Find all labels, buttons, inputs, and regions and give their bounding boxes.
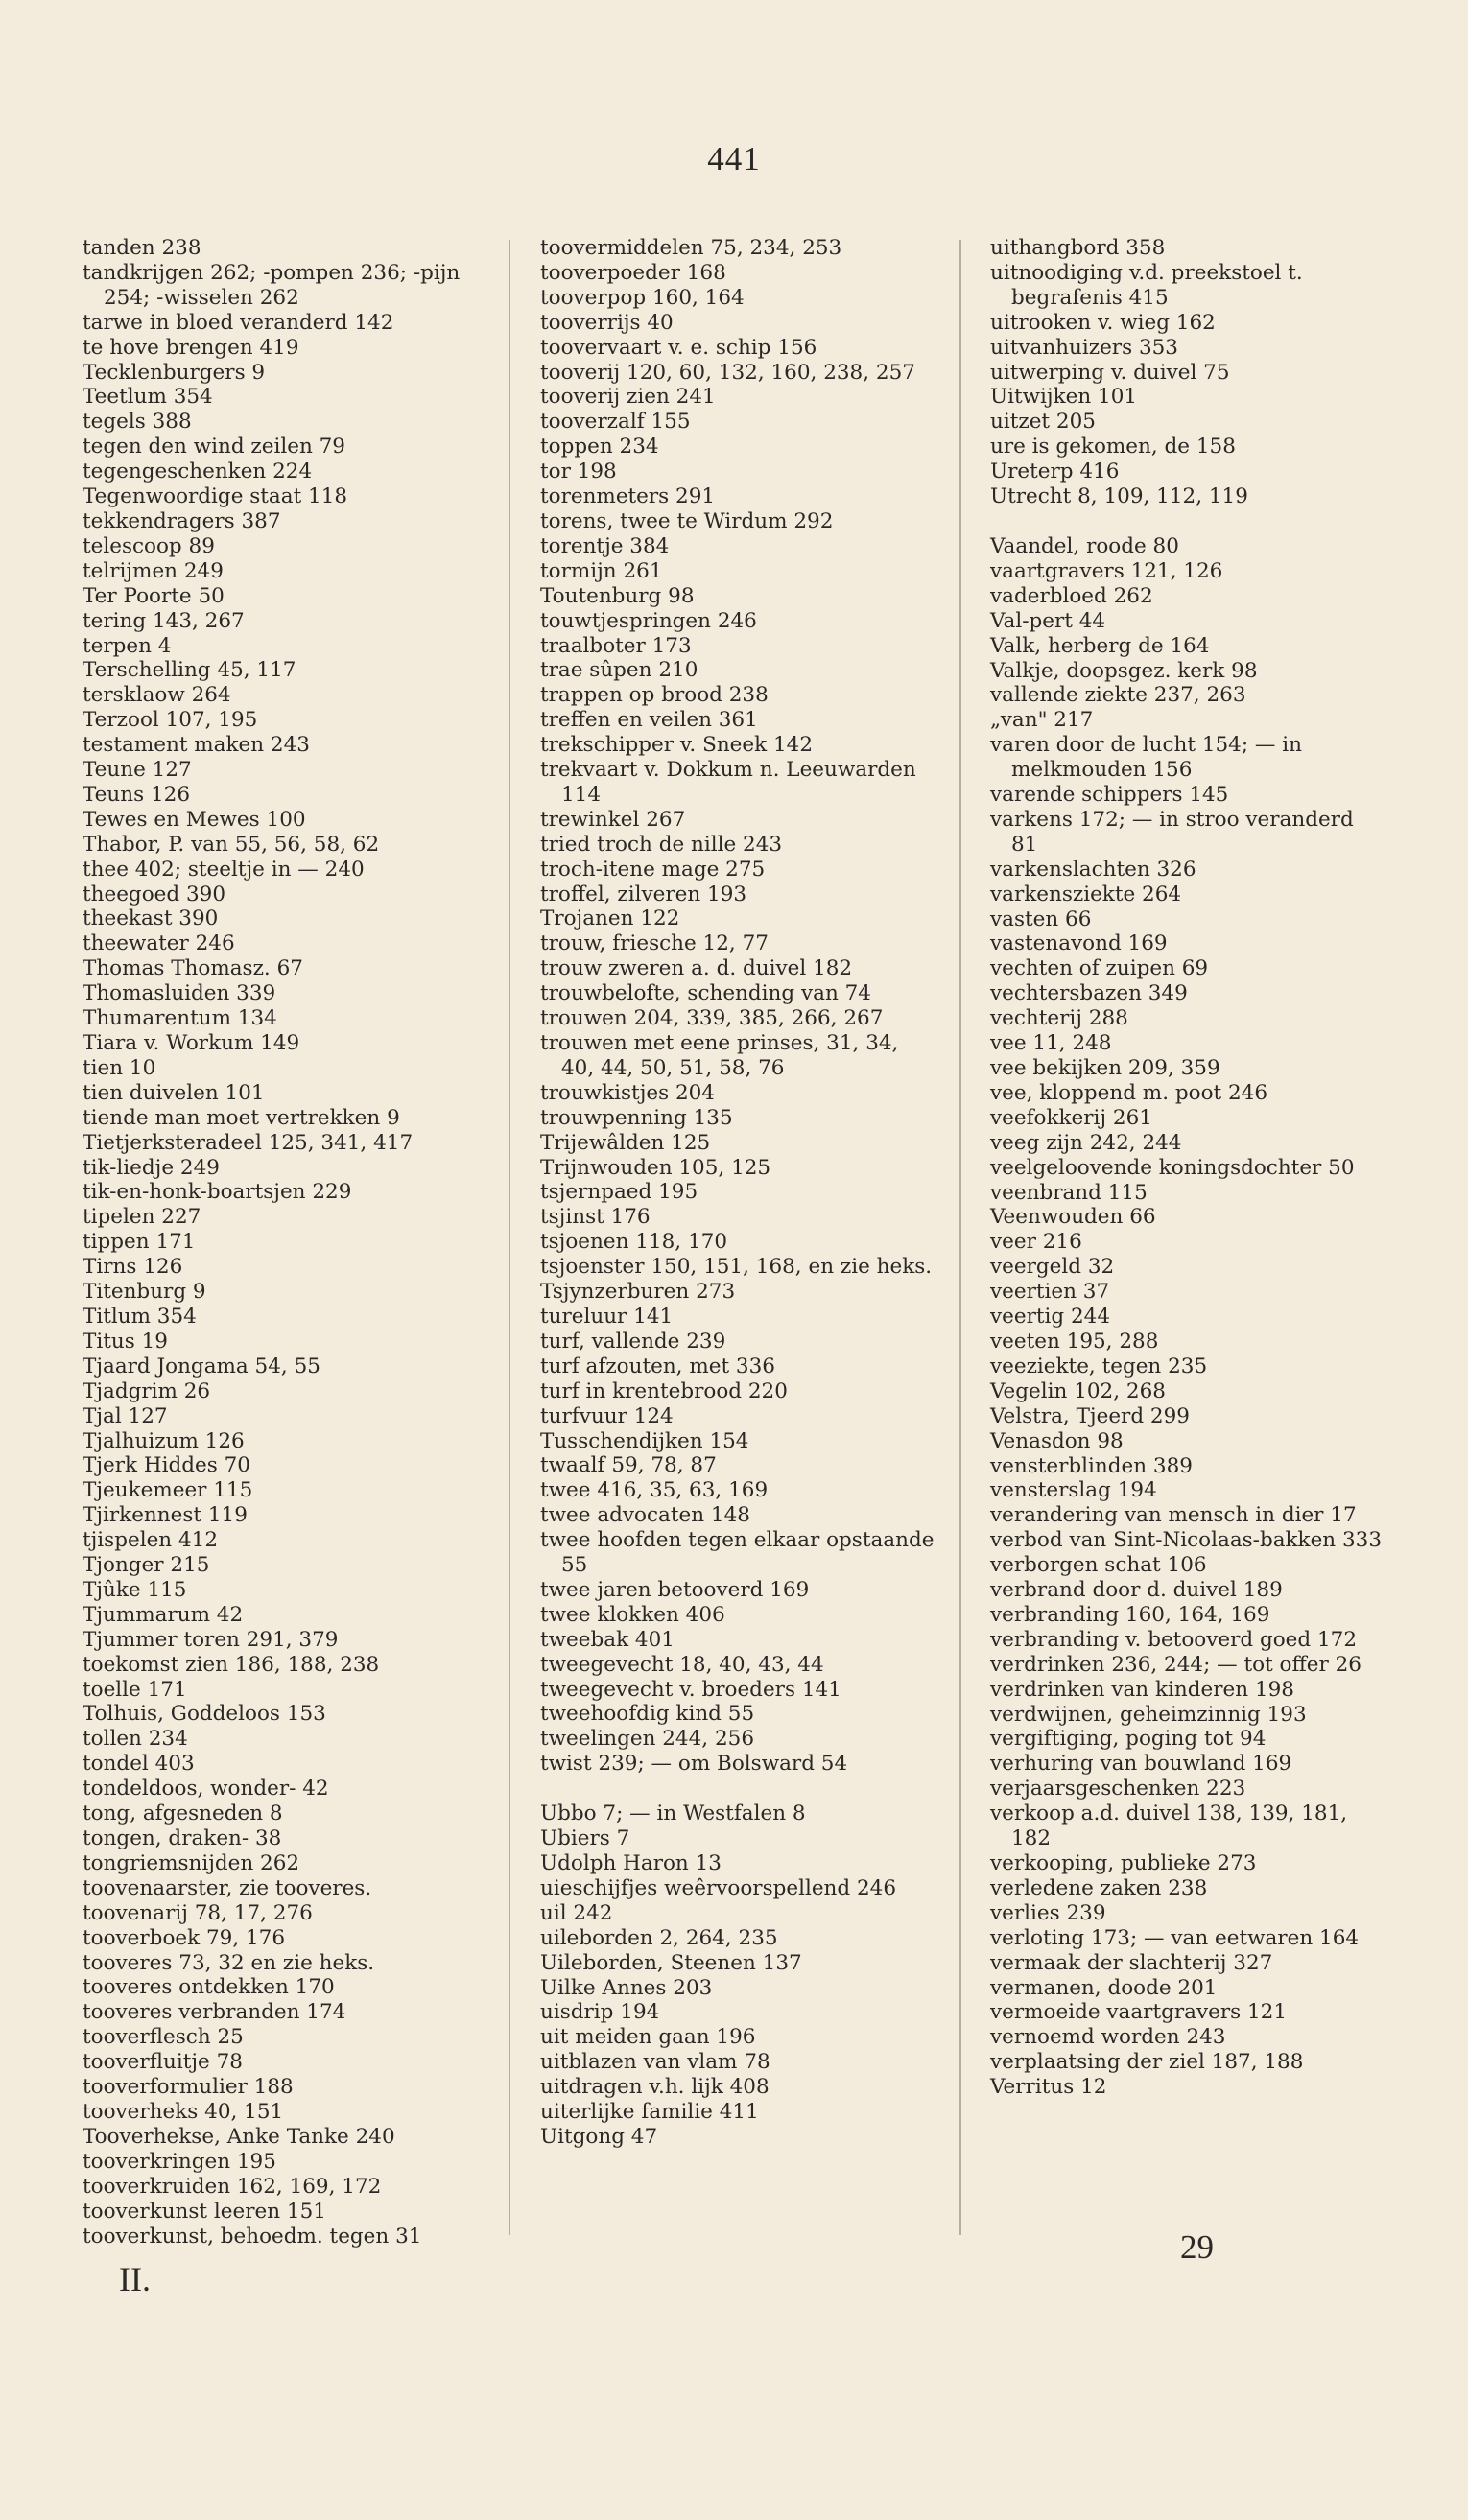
index-entry: vechten of zuipen 69 xyxy=(990,956,1209,981)
index-entry: Teune 127 xyxy=(83,758,192,783)
index-entry: trekschipper v. Sneek 142 xyxy=(540,733,814,758)
index-entry: uitnoodiging v.d. preekstoel t. begrafenis 415 xyxy=(990,260,1303,310)
section-gap xyxy=(990,509,1385,534)
index-entry: Vaandel, roode 80 xyxy=(990,533,1179,558)
index-entry: treffen en veilen 361 xyxy=(540,708,758,733)
index-entry: Valk, herberg de 164 xyxy=(990,633,1210,658)
index-entry: tormijn 261 xyxy=(540,558,663,583)
index-entry: toppen 234 xyxy=(540,435,659,459)
index-entry: tekkendragers 387 xyxy=(83,508,281,533)
index-entry: torentje 384 xyxy=(540,533,670,558)
index-entry: trouwbelofte, schending van 74 xyxy=(540,981,871,1006)
index-entry: tooveres verbranden 174 xyxy=(83,2000,346,2025)
index-entry: theewater 246 xyxy=(83,931,235,956)
index-entry: Teetlum 354 xyxy=(83,385,213,410)
index-entry: varkenslachten 326 xyxy=(990,857,1196,882)
index-entry: tweelingen 244, 256 xyxy=(540,1727,754,1752)
index-entry: turf afzouten, met 336 xyxy=(540,1354,775,1378)
index-entry: tipelen 227 xyxy=(83,1205,201,1230)
index-entry: turf in krentebrood 220 xyxy=(540,1378,788,1403)
index-entry: Tiara v. Workum 149 xyxy=(83,1031,300,1055)
index-entry: ure is gekomen, de 158 xyxy=(990,435,1236,459)
index-entry: tollen 234 xyxy=(83,1727,188,1752)
index-entry: Venasdon 98 xyxy=(990,1428,1124,1453)
index-entry: toelle 171 xyxy=(83,1677,187,1702)
index-entry: Vegelin 102, 268 xyxy=(990,1378,1166,1403)
index-entry: uitvanhuizers 353 xyxy=(990,335,1178,360)
index-entry: vaderbloed 262 xyxy=(990,583,1153,608)
index-entry: vensterblinden 389 xyxy=(990,1453,1193,1478)
index-entry: verkoop a.d. duivel 138, 139, 181, 182 xyxy=(990,1802,1348,1851)
index-entry: Titus 19 xyxy=(83,1329,168,1354)
index-entry: uitblazen van vlam 78 xyxy=(540,2050,770,2075)
index-entry: verbrand door d. duivel 189 xyxy=(990,1578,1283,1603)
index-entry: toovermiddelen 75, 234, 253 xyxy=(540,236,842,260)
index-entry: trouwpenning 135 xyxy=(540,1105,733,1130)
index-entry: tooverkunst leeren 151 xyxy=(83,2199,326,2224)
index-entry: tong, afgesneden 8 xyxy=(83,1802,283,1826)
index-entry: tooverzalf 155 xyxy=(540,410,691,435)
sheet-number: 29 xyxy=(1180,2228,1214,2266)
index-entry: tooveres ontdekken 170 xyxy=(83,1975,335,2000)
index-entry: verandering van mensch in dier 17 xyxy=(990,1503,1357,1528)
index-entry: verplaatsing der ziel 187, 188 xyxy=(990,2050,1304,2075)
index-entry: Teuns 126 xyxy=(83,782,190,807)
index-entry: uisdrip 194 xyxy=(540,2000,660,2025)
index-entry: theekast 390 xyxy=(83,907,219,931)
index-entry: Uitwijken 101 xyxy=(990,385,1138,410)
index-entry: Trojanen 122 xyxy=(540,907,680,931)
index-entry: vaartgravers 121, 126 xyxy=(990,558,1223,583)
index-entry: traalboter 173 xyxy=(540,633,692,658)
column-divider xyxy=(959,240,961,2235)
index-entry: veergeld 32 xyxy=(990,1255,1115,1280)
index-entry: Uilke Annes 203 xyxy=(540,1975,713,2000)
index-entry: verjaarsgeschenken 223 xyxy=(990,1777,1246,1802)
column-divider xyxy=(509,240,510,2235)
index-entry: tiende man moet vertrekken 9 xyxy=(83,1105,400,1130)
index-entry: tsjernpaed 195 xyxy=(540,1180,698,1205)
index-entry: telescoop 89 xyxy=(83,533,215,558)
index-entry: tooverheks 40, 151 xyxy=(83,2099,284,2124)
index-entry: Ubbo 7; — in Westfalen 8 xyxy=(540,1802,806,1826)
index-entry: terpen 4 xyxy=(83,633,172,658)
index-entry: Tjadgrim 26 xyxy=(83,1378,211,1403)
index-entry: troch-itene mage 275 xyxy=(540,857,766,882)
index-entry: tippen 171 xyxy=(83,1230,196,1255)
index-entry: tooverkringen 195 xyxy=(83,2149,276,2174)
index-entry: tooverij 120, 60, 132, 160, 238, 257 xyxy=(540,360,915,385)
index-entry: Udolph Haron 13 xyxy=(540,1851,722,1875)
index-entry: tweebak 401 xyxy=(540,1627,675,1652)
index-entry: trouw zweren a. d. duivel 182 xyxy=(540,956,853,981)
index-entry: uitzet 205 xyxy=(990,410,1096,435)
index-entry: tried troch de nille 243 xyxy=(540,832,783,857)
index-entry: thee 402; steeltje in — 240 xyxy=(83,857,365,882)
index-entry: Trijnwouden 105, 125 xyxy=(540,1155,771,1180)
index-entry: tweehoofdig kind 55 xyxy=(540,1702,755,1727)
index-column-2 xyxy=(540,236,935,2150)
index-entry: twee hoofden tegen elkaar opstaande 55 xyxy=(540,1528,935,1578)
index-entry: trouwen 204, 339, 385, 266, 267 xyxy=(540,1006,884,1031)
index-entry: uiterlijke familie 411 xyxy=(540,2100,759,2125)
index-entry: tersklaow 264 xyxy=(83,683,231,708)
index-entry: Val-pert 44 xyxy=(990,608,1106,633)
index-entry: tien 10 xyxy=(83,1055,156,1080)
index-entry: tegen den wind zeilen 79 xyxy=(83,435,345,459)
index-entry: Tjummer toren 291, 379 xyxy=(83,1627,339,1652)
index-entry: tering 143, 267 xyxy=(83,608,245,633)
index-entry: telrijmen 249 xyxy=(83,558,224,583)
index-entry: toovenaarster, zie tooveres. xyxy=(83,1875,372,1900)
index-entry: Tusschendijken 154 xyxy=(540,1428,749,1453)
index-entry: verledene zaken 238 xyxy=(990,1875,1208,1900)
index-entry: tweegevecht 18, 40, 43, 44 xyxy=(540,1652,824,1677)
index-entry: Terschelling 45, 117 xyxy=(83,658,296,683)
index-entry: varen door de lucht 154; — in melkmouden 156 xyxy=(990,733,1302,783)
index-entry: varende schippers 145 xyxy=(990,783,1229,808)
index-entry: Tolhuis, Goddeloos 153 xyxy=(83,1702,326,1727)
index-entry: verkooping, publieke 273 xyxy=(990,1851,1257,1875)
index-entry: toovenarij 78, 17, 276 xyxy=(83,1900,313,1925)
index-entry: te hove brengen 419 xyxy=(83,335,299,360)
index-entry: veefokkerij 261 xyxy=(990,1105,1152,1130)
index-entry: vechtersbazen 349 xyxy=(990,981,1188,1006)
index-entry: tooverboek 79, 176 xyxy=(83,1925,286,1950)
index-entry: Trijewâlden 125 xyxy=(540,1130,711,1155)
index-entry: Titenburg 9 xyxy=(83,1280,206,1305)
index-entry: tooverfluitje 78 xyxy=(83,2050,243,2075)
index-entry: Terzool 107, 195 xyxy=(83,708,258,733)
index-entry: uithangbord 358 xyxy=(990,236,1166,260)
index-entry: Tjal 127 xyxy=(83,1403,168,1428)
index-entry: Tooverhekse, Anke Tanke 240 xyxy=(83,2124,395,2149)
index-entry: tsjinst 176 xyxy=(540,1205,651,1230)
index-entry: Ter Poorte 50 xyxy=(83,583,225,608)
index-entry: trae sûpen 210 xyxy=(540,658,698,683)
index-entry: tongen, draken- 38 xyxy=(83,1826,282,1850)
signature-mark: II. xyxy=(119,2260,151,2298)
index-entry: verbranding v. betooverd goed 172 xyxy=(990,1627,1358,1652)
index-entry: tooverkruiden 162, 169, 172 xyxy=(83,2174,382,2199)
index-entry: Ureterp 416 xyxy=(990,459,1120,484)
index-entry: Tjalhuizum 126 xyxy=(83,1428,245,1453)
index-entry: trappen op brood 238 xyxy=(540,683,769,708)
index-entry: torens, twee te Wirdum 292 xyxy=(540,508,834,533)
index-entry: verborgen schat 106 xyxy=(990,1553,1207,1578)
index-entry: veeziekte, tegen 235 xyxy=(990,1354,1208,1378)
index-entry: trouwen met eene prinses, 31, 34, 40, 44, 50, 51, 58, 76 xyxy=(540,1031,899,1080)
index-column-1 xyxy=(83,236,478,2249)
index-entry: vernoemd worden 243 xyxy=(990,2025,1226,2050)
index-entry: vasten 66 xyxy=(990,907,1092,931)
index-entry: verbod van Sint-Nicolaas-bakken 333 xyxy=(990,1528,1383,1553)
index-entry: troffel, zilveren 193 xyxy=(540,882,747,907)
index-entry: twee advocaten 148 xyxy=(540,1503,750,1528)
index-entry: Valkje, doopsgez. kerk 98 xyxy=(990,658,1258,683)
index-entry: „van" 217 xyxy=(990,708,1094,733)
index-entry: tik-en-honk-boartsjen 229 xyxy=(83,1180,352,1205)
index-entry: Tietjerksteradeel 125, 341, 417 xyxy=(83,1130,414,1155)
index-entry: verbranding 160, 164, 169 xyxy=(990,1602,1270,1627)
index-entry: vensterslag 194 xyxy=(990,1478,1157,1503)
index-entry: vee, kloppend m. poot 246 xyxy=(990,1080,1268,1105)
index-entry: veertien 37 xyxy=(990,1280,1110,1305)
index-entry: Thomas Thomasz. 67 xyxy=(83,956,303,981)
index-entry: tsjoenen 118, 170 xyxy=(540,1230,728,1255)
index-entry: Utrecht 8, 109, 112, 119 xyxy=(990,484,1248,509)
index-entry: veertig 244 xyxy=(990,1305,1111,1330)
index-entry: verdrinken van kinderen 198 xyxy=(990,1677,1294,1702)
index-entry: tjispelen 412 xyxy=(83,1528,219,1553)
index-entry: turf, vallende 239 xyxy=(540,1329,726,1354)
index-entry: tureluur 141 xyxy=(540,1304,674,1329)
index-entry: verloting 173; — van eetwaren 164 xyxy=(990,1925,1360,1950)
index-entry: twist 239; — om Bolsward 54 xyxy=(540,1752,848,1777)
index-entry: touwtjespringen 246 xyxy=(540,608,757,633)
index-entry: tegels 388 xyxy=(83,410,192,435)
index-entry: Tjûke 115 xyxy=(83,1577,187,1602)
index-entry: Velstra, Tjeerd 299 xyxy=(990,1403,1190,1428)
index-entry: tegengeschenken 224 xyxy=(83,459,313,484)
index-entry: verdwijnen, geheimzinnig 193 xyxy=(990,1702,1307,1727)
index-entry: tsjoenster 150, 151, 168, en zie heks. xyxy=(540,1255,933,1280)
index-entry: tondel 403 xyxy=(83,1752,195,1777)
index-entry: vergiftiging, poging tot 94 xyxy=(990,1727,1267,1752)
index-entry: tooverpoeder 168 xyxy=(540,260,726,285)
index-entry: Tecklenburgers 9 xyxy=(83,360,266,385)
index-entry: Tjerk Hiddes 70 xyxy=(83,1453,250,1478)
index-entry: trekvaart v. Dokkum n. Leeuwarden 114 xyxy=(540,758,916,807)
index-entry: uit meiden gaan 196 xyxy=(540,2025,756,2050)
index-entry: tooverflesch 25 xyxy=(83,2025,244,2050)
index-entry: Tjummarum 42 xyxy=(83,1602,244,1627)
index-entry: Thomasluiden 339 xyxy=(83,981,276,1006)
index-entry: tik-liedje 249 xyxy=(83,1155,220,1180)
index-entry: tweegevecht v. broeders 141 xyxy=(540,1677,841,1702)
index-entry: Uileborden, Steenen 137 xyxy=(540,1950,802,1975)
index-entry: tor 198 xyxy=(540,459,617,484)
index-entry: varkens 172; — in stroo veranderd 81 xyxy=(990,807,1354,857)
page-number: 441 xyxy=(707,140,761,177)
index-entry: twaalf 59, 78, 87 xyxy=(540,1453,717,1478)
index-entry: Tjonger 215 xyxy=(83,1553,210,1578)
index-entry: vermanen, doode 201 xyxy=(990,1975,1218,2000)
index-entry: twee jaren betooverd 169 xyxy=(540,1577,810,1602)
section-gap xyxy=(540,1777,935,1802)
index-entry: twee 416, 35, 63, 169 xyxy=(540,1478,769,1503)
index-entry: Thabor, P. van 55, 56, 58, 62 xyxy=(83,832,380,857)
index-entry: turfvuur 124 xyxy=(540,1403,674,1428)
index-entry: testament maken 243 xyxy=(83,733,310,758)
index-entry: Ubiers 7 xyxy=(540,1826,630,1851)
index-entry: tooverpop 160, 164 xyxy=(540,285,745,310)
index-entry: uitrooken v. wieg 162 xyxy=(990,310,1216,335)
index-entry: uileborden 2, 264, 235 xyxy=(540,1925,778,1950)
index-entry: verdrinken 236, 244; — tot offer 26 xyxy=(990,1652,1361,1677)
index-entry: toekomst zien 186, 188, 238 xyxy=(83,1652,380,1677)
index-entry: tarwe in bloed veranderd 142 xyxy=(83,310,394,335)
index-entry: Tirns 126 xyxy=(83,1255,183,1280)
index-entry: vee bekijken 209, 359 xyxy=(990,1056,1220,1080)
index-entry: Uitgong 47 xyxy=(540,2124,658,2149)
index-column-3 xyxy=(990,236,1385,2100)
index-entry: trouwkistjes 204 xyxy=(540,1080,715,1105)
index-entry: tooverkunst, behoedm. tegen 31 xyxy=(83,2224,422,2249)
index-entry: vee 11, 248 xyxy=(990,1031,1112,1056)
index-entry: verlies 239 xyxy=(990,1900,1106,1925)
index-entry: veeg zijn 242, 244 xyxy=(990,1130,1182,1155)
index-entry: vermoeide vaartgravers 121 xyxy=(990,2000,1288,2025)
index-entry: tooverij zien 241 xyxy=(540,385,716,410)
index-entry: Tewes en Mewes 100 xyxy=(83,807,306,832)
index-entry: toovervaart v. e. schip 156 xyxy=(540,335,817,360)
index-entry: tooverrijs 40 xyxy=(540,310,674,335)
index-entry: trewinkel 267 xyxy=(540,807,686,832)
index-entry: Titlum 354 xyxy=(83,1304,197,1329)
index-entry: Verritus 12 xyxy=(990,2075,1107,2100)
index-entry: Tegenwoordige staat 118 xyxy=(83,484,348,509)
index-entry: Tjaard Jongama 54, 55 xyxy=(83,1354,320,1378)
index-entry: tondeldoos, wonder- 42 xyxy=(83,1777,329,1802)
index-entry: trouw, friesche 12, 77 xyxy=(540,931,769,956)
index-entry: uitdragen v.h. lijk 408 xyxy=(540,2075,770,2100)
index-entry: verhuring van bouwland 169 xyxy=(990,1752,1292,1777)
index-entry: tooveres 73, 32 en zie heks. xyxy=(83,1950,375,1975)
index-entry: tooverformulier 188 xyxy=(83,2075,294,2100)
index-entry: tandkrijgen 262; -pompen 236; -pijn 254; -wisselen 262 xyxy=(83,260,461,310)
index-entry: veeten 195, 288 xyxy=(990,1329,1159,1354)
index-entry: Tjirkennest 119 xyxy=(83,1503,248,1528)
index-entry: vermaak der slachterij 327 xyxy=(990,1950,1273,1975)
index-entry: tongriemsnijden 262 xyxy=(83,1850,300,1875)
index-entry: torenmeters 291 xyxy=(540,484,716,509)
index-entry: Toutenburg 98 xyxy=(540,583,695,608)
index-entry: Tsjynzerburen 273 xyxy=(540,1280,736,1305)
index-entry: Tjeukemeer 115 xyxy=(83,1478,253,1503)
index-entry: uil 242 xyxy=(540,1900,613,1925)
index-entry: Thumarentum 134 xyxy=(83,1006,277,1031)
index-entry: vallende ziekte 237, 263 xyxy=(990,683,1246,708)
index-entry: tanden 238 xyxy=(83,236,201,260)
index-entry: veenbrand 115 xyxy=(990,1180,1148,1205)
index-entry: uieschijfjes weêrvoorspellend 246 xyxy=(540,1875,897,1900)
index-entry: vechterij 288 xyxy=(990,1006,1128,1031)
index-entry: vastenavond 169 xyxy=(990,931,1168,956)
index-entry: varkensziekte 264 xyxy=(990,882,1182,907)
index-entry: uitwerping v. duivel 75 xyxy=(990,360,1230,385)
index-entry: veer 216 xyxy=(990,1230,1082,1255)
index-entry: veelgeloovende koningsdochter 50 xyxy=(990,1155,1355,1180)
index-entry: Veenwouden 66 xyxy=(990,1205,1156,1230)
index-entry: theegoed 390 xyxy=(83,882,225,907)
index-entry: tien duivelen 101 xyxy=(83,1080,265,1105)
index-entry: twee klokken 406 xyxy=(540,1602,725,1627)
